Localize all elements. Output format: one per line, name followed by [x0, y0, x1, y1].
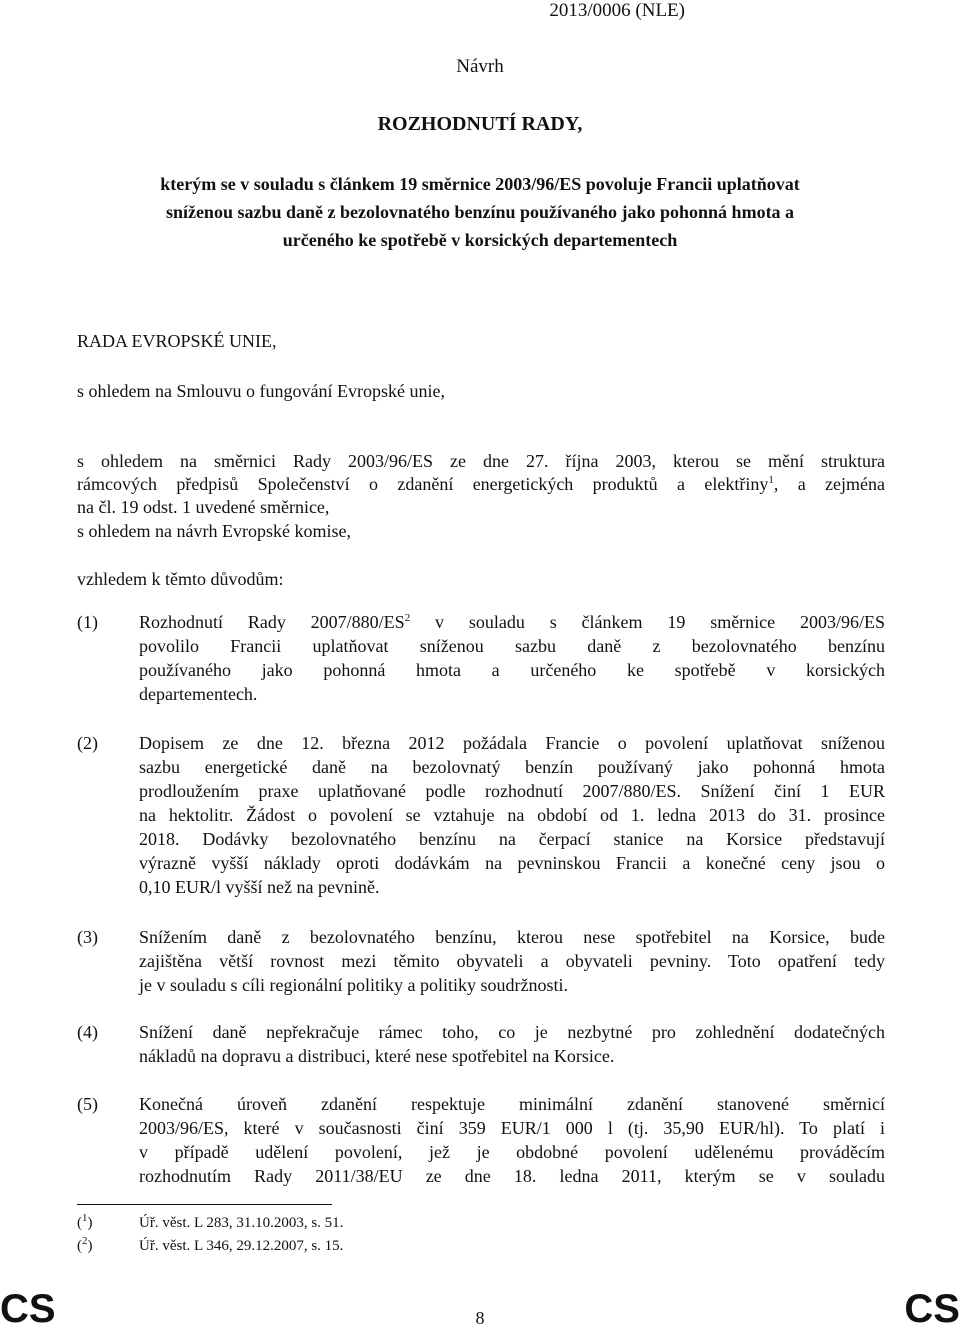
document-subtitle [90, 170, 870, 254]
paragraph-line: používaného jako pohonná hmota a určeného ke spotřebě v korsických [139, 660, 885, 680]
recital-proposal: s ohledem na návrh Evropské komise, [77, 521, 351, 541]
paragraph-line: povolilo Francii uplatňovat sníženou sazbu daně z bezolovnatého benzínu [139, 636, 885, 656]
paragraph-number: (4) [77, 1022, 98, 1042]
paragraph-line: nákladů na dopravu a distribuci, které nese spotřebitel na Korsice. [139, 1046, 615, 1066]
paragraph-line: Konečná úroveň zdanění respektuje minimální zdanění stanovené směrnicí [139, 1094, 885, 1114]
recital-directive [77, 450, 885, 519]
footnote-marker: 1 [82, 1212, 88, 1224]
paragraph-line: rozhodnutím Rady 2011/38/EU ze dne 18. ledna 2011, kterým se v souladu [139, 1166, 885, 1186]
paragraph-line: Snížení daně nepřekračuje rámec toho, co je nezbytné pro zohlednění dodatečných [139, 1022, 885, 1042]
paragraph-line: výrazně vyšší náklady oproti dodávkám na pevninskou Francii a konečné ceny jsou o [139, 853, 885, 873]
paragraph-line: 0,10 EUR/l vyšší než na pevnině. [139, 877, 380, 897]
paragraph-line: na hektolitr. Žádost o povolení se vztahuje na období od 1. ledna 2013 do 31. prosince [139, 805, 885, 825]
paragraph-number: (5) [77, 1094, 98, 1114]
paragraph-text [139, 1020, 885, 1068]
language-code-left: CS [0, 1287, 56, 1331]
whereas-heading: vzhledem k těmto důvodům: [77, 569, 284, 589]
paragraph-line: v souladu s článkem 19 směrnice 2003/96/ES [410, 612, 886, 632]
footnote-marker: 2 [82, 1235, 88, 1247]
council-heading: RADA EVROPSKÉ UNIE, [77, 331, 277, 351]
footnote-text: Úř. věst. L 346, 29.12.2007, s. 15. [139, 1238, 344, 1254]
footnote-separator [77, 1204, 332, 1205]
recital-treaty: s ohledem na Smlouvu o fungování Evropské unie, [77, 381, 445, 401]
paragraph-line: v případě udělení povolení, jež je obdobné povolení udělenému prováděcím [139, 1142, 885, 1162]
paragraph-line: prodloužením praxe uplatňované podle rozhodnutí 2007/880/ES. Snížení činí 1 EUR [139, 781, 885, 801]
proposal-label: Návrh [456, 56, 504, 77]
paragraph-number: (1) [77, 612, 98, 632]
document-reference: 2013/0006 (NLE) [549, 0, 685, 21]
footnote-number [77, 1237, 93, 1255]
paragraph-line: Rozhodnutí Rady 2007/880/ES [139, 612, 405, 632]
subtitle-line: kterým se v souladu s článkem 19 směrnice 2003/96/ES povoluje Francii uplatňovat [160, 174, 800, 194]
footnote-ref-1: 1 [768, 474, 774, 486]
paragraph-number: (2) [77, 733, 98, 753]
footnote-text: Úř. věst. L 283, 31.10.2003, s. 51. [139, 1215, 344, 1231]
page-number: 8 [475, 1308, 485, 1328]
subtitle-line: sníženou sazbu daně z bezolovnatého benzínu používaného jako pohonná hmota a [165, 202, 795, 222]
footnote-number [77, 1214, 93, 1232]
paragraph-line: 2003/96/ES, které v současnosti činí 359 EUR/1 000 l (tj. 35,90 EUR/hl). To platí i [139, 1118, 885, 1138]
subtitle-line: určeného ke spotřebě v korsických departementech [282, 230, 678, 250]
paragraph-line: Dopisem ze dne 12. března 2012 požádala Francie o povolení uplatňovat sníženou [139, 733, 885, 753]
footnote-close-paren: ) [87, 1238, 93, 1254]
paragraph-text [139, 731, 885, 899]
paragraph-text [139, 1092, 885, 1188]
recital-line: s ohledem na směrnici Rady 2003/96/ES ze dne 27. října 2003, kterou se mění struktura [77, 451, 885, 471]
paragraph-line: zajištěna větší rovnost mezi těmito obyvateli a obyvateli pevniny. Toto opatření tedy [139, 951, 885, 971]
paragraph-text [139, 610, 885, 706]
paragraph-number: (3) [77, 927, 98, 947]
recital-line: , a zejména [773, 474, 886, 494]
paragraph-line-group [139, 610, 885, 634]
footnote-close-paren: ) [87, 1215, 93, 1231]
recital-line-group [77, 473, 885, 496]
paragraph-text [139, 925, 885, 997]
paragraph-line: sazbu energetické daně na bezolovnatý benzín používaný jako pohonná hmota [139, 757, 885, 777]
footnote-open-paren: ( [77, 1238, 82, 1254]
recital-line: na čl. 19 odst. 1 uvedené směrnice, [77, 497, 330, 517]
paragraph-line: 2018. Dodávky bezolovnatého benzínu na čerpací stanice na Korsice představují [139, 829, 885, 849]
footnote-ref-2: 2 [404, 612, 411, 624]
recital-line: rámcových předpisů Společenství o zdanění energetických produktů a elektřiny [77, 474, 769, 494]
document-title: ROZHODNUTÍ RADY, [377, 113, 583, 135]
language-code-right: CS [904, 1287, 960, 1331]
paragraph-line: departementech. [139, 684, 258, 704]
paragraph-line: Snížením daně z bezolovnatého benzínu, kterou nese spotřebitel na Korsice, bude [139, 927, 885, 947]
paragraph-line: je v souladu s cíli regionální politiky a politiky soudržnosti. [139, 975, 568, 995]
footnote-open-paren: ( [77, 1215, 82, 1231]
